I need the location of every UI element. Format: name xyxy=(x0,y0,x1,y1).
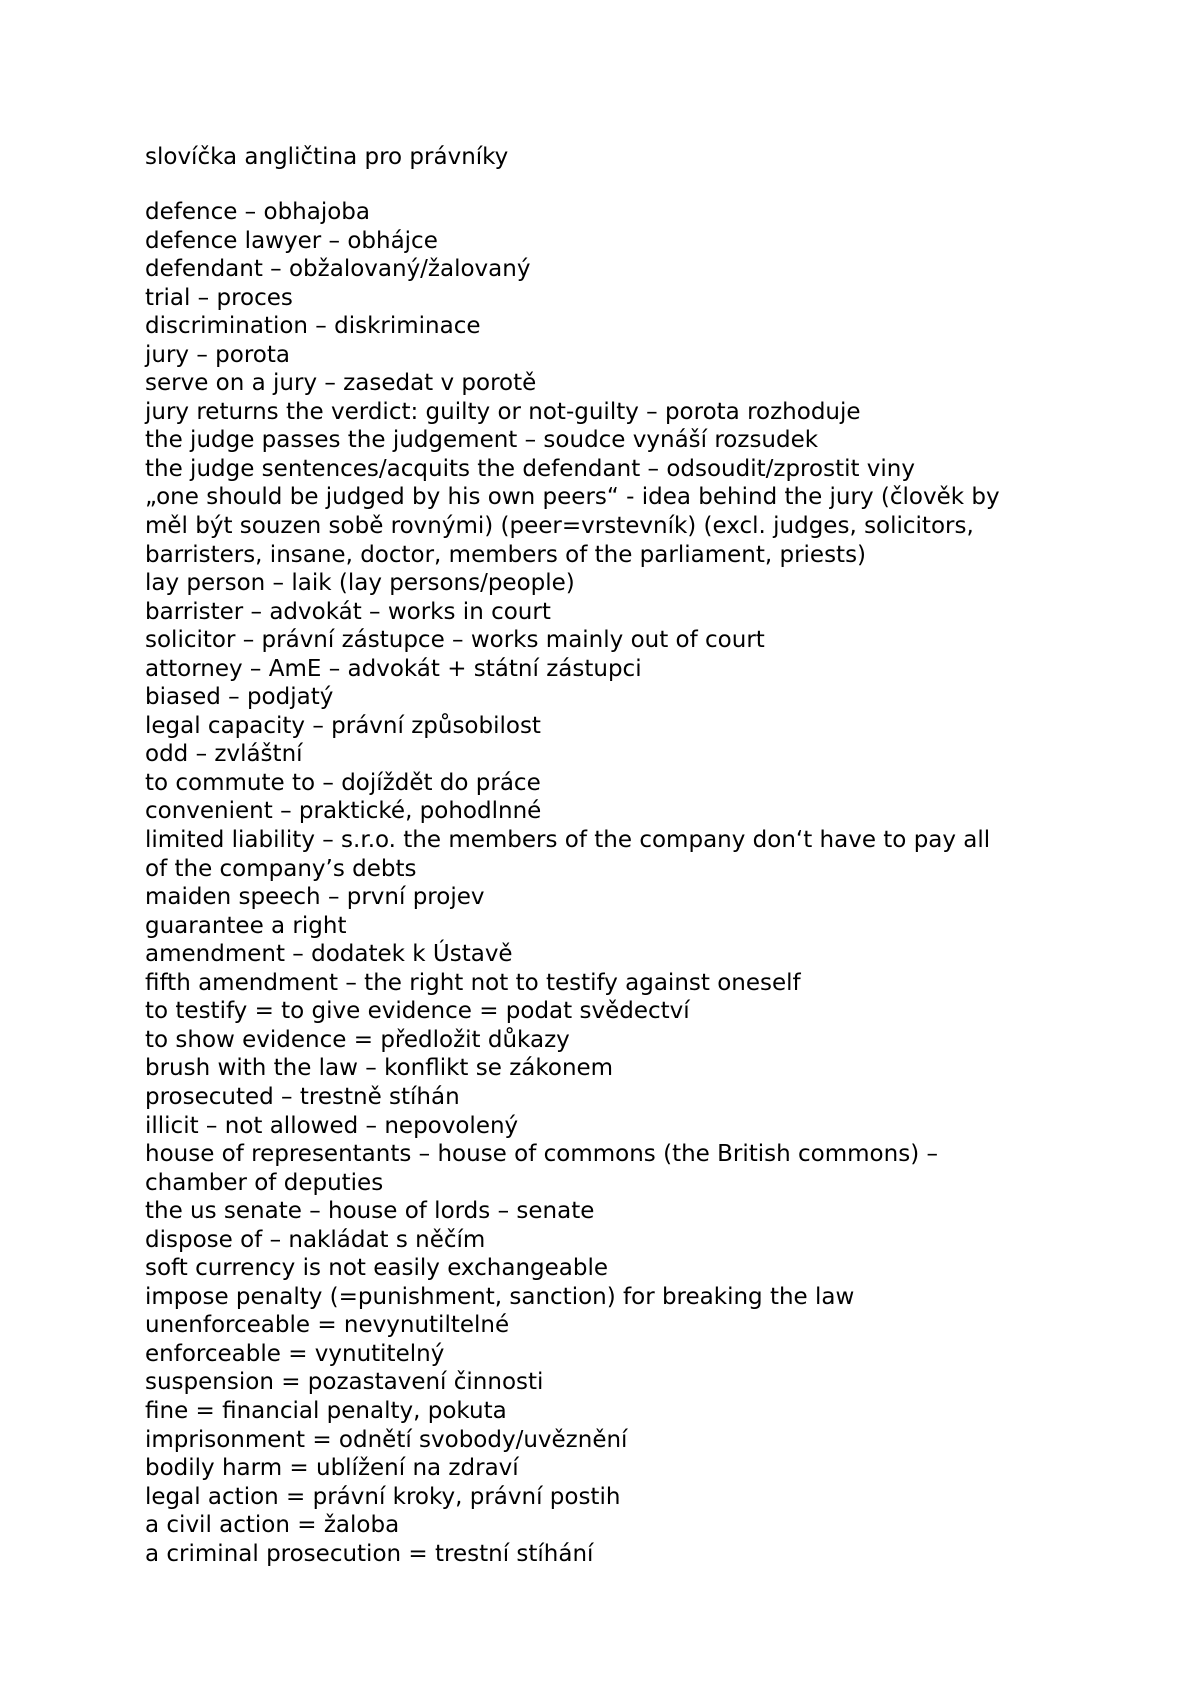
vocab-line: limited liability – s.r.o. the members of the company don‘t have to pay all xyxy=(145,827,991,854)
vocab-line: convenient – praktické, pohodlnné xyxy=(145,798,542,825)
vocab-line: to commute to – dojíždět do práce xyxy=(145,769,541,796)
vocab-line: fine = financial penalty, pokuta xyxy=(145,1397,507,1424)
vocab-line: prosecuted – trestně stíhán xyxy=(145,1083,460,1110)
vocab-line: barristers, insane, doctor, members of the parliament, priests) xyxy=(145,541,867,568)
vocab-line: legal action = právní kroky, právní postih xyxy=(145,1483,621,1510)
vocab-line: house of representants – house of commons (the British commons) – xyxy=(145,1141,938,1168)
vocab-line: suspension = pozastavení činnosti xyxy=(145,1369,544,1396)
vocab-line: to show evidence = předložit důkazy xyxy=(145,1026,570,1053)
vocab-line: lay person – laik (lay persons/people) xyxy=(145,570,575,597)
vocab-line: defence – obhajoba xyxy=(145,199,370,225)
vocab-line: maiden speech – první projev xyxy=(145,884,485,911)
vocab-line: of the company’s debts xyxy=(145,855,417,882)
vocab-line: jury returns the verdict: guilty or not-guilty – porota rozhoduje xyxy=(145,398,861,425)
vocab-line: guarantee a right xyxy=(145,912,347,939)
vocab-line: discrimination – diskriminace xyxy=(145,313,481,340)
vocab-line: a civil action = žaloba xyxy=(145,1512,400,1539)
vocab-line: unenforceable = nevynutiltelné xyxy=(145,1312,510,1339)
vocab-line: chamber of deputies xyxy=(145,1169,384,1196)
vocab-line: illicit – not allowed – nepovolený xyxy=(145,1112,519,1139)
vocab-line: the judge sentences/acquits the defendant – odsoudit/zprostit viny xyxy=(145,455,915,482)
vocab-line: „one should be judged by his own peers“ - idea behind the jury (člověk by xyxy=(145,484,1000,511)
vocab-line: fifth amendment – the right not to testify against oneself xyxy=(145,969,801,996)
vocab-line: dispose of – nakládat s něčím xyxy=(145,1226,486,1253)
vocab-line: the us senate – house of lords – senate xyxy=(145,1198,595,1225)
vocab-line: attorney – AmE – advokát + státní zástupci xyxy=(145,655,642,682)
vocab-line: legal capacity – právní způsobilost xyxy=(145,712,541,739)
vocab-line: soft currency is not easily exchangeable xyxy=(145,1255,609,1282)
vocab-line: to testify = to give evidence = podat svědectví xyxy=(145,998,690,1025)
vocab-line: defendant – obžalovaný/žalovaný xyxy=(145,256,531,283)
vocab-line: serve on a jury – zasedat v porotě xyxy=(145,370,537,397)
vocab-line: a criminal prosecution = trestní stíhání xyxy=(145,1540,594,1567)
vocab-line: jury – porota xyxy=(145,341,290,368)
vocab-line: amendment – dodatek k Ústavě xyxy=(145,941,513,968)
vocab-line: měl být souzen sobě rovnými) (peer=vrstevník) (excl. judges, solicitors, xyxy=(145,513,974,540)
vocab-line: solicitor – právní zástupce – works mainly out of court xyxy=(145,627,765,654)
vocab-line: trial – proces xyxy=(145,284,293,311)
vocab-line: barrister – advokát – works in court xyxy=(145,598,551,625)
vocab-line: biased – podjatý xyxy=(145,684,334,711)
vocab-line: defence lawyer – obhájce xyxy=(145,227,438,254)
vocab-line: enforceable = vynutitelný xyxy=(145,1340,445,1367)
vocab-line: impose penalty (=punishment, sanction) for breaking the law xyxy=(145,1283,855,1310)
vocab-line: bodily harm = ublížení na zdraví xyxy=(145,1455,519,1482)
vocab-line: the judge passes the judgement – soudce vynáší rozsudek xyxy=(145,427,819,454)
vocabulary-list xyxy=(145,198,1065,1568)
document-title: slovíčka angličtina pro právníky xyxy=(145,144,509,170)
vocab-line: odd – zvláštní xyxy=(145,741,303,768)
vocab-line: imprisonment = odnětí svobody/uvěznění xyxy=(145,1426,628,1453)
vocab-line: brush with the law – konflikt se zákonem xyxy=(145,1055,614,1082)
